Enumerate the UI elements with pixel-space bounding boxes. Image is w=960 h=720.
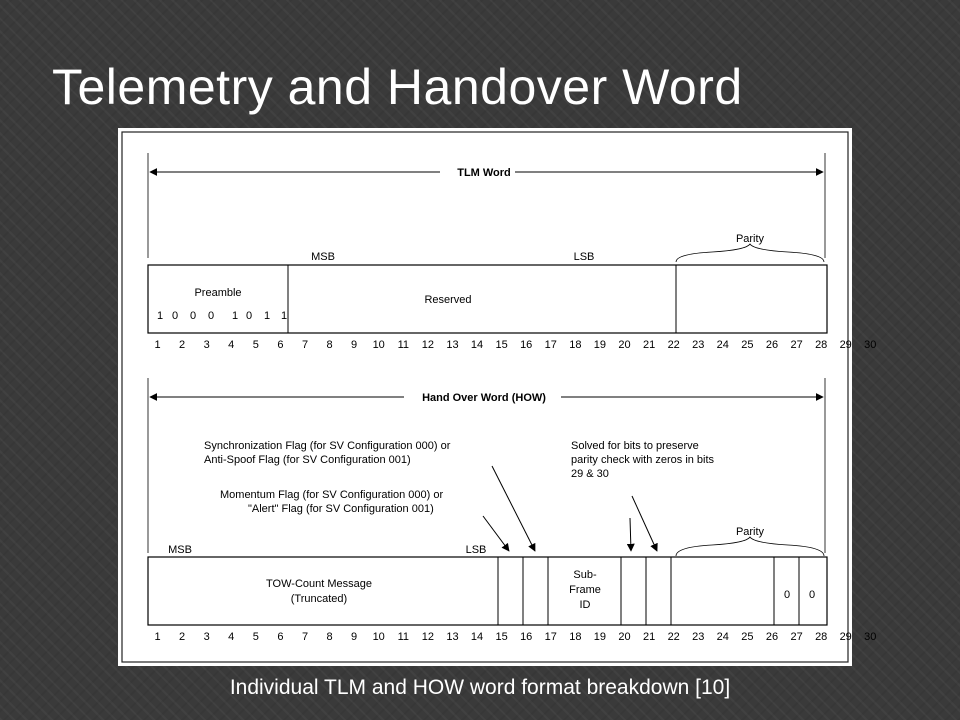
- how-bit-number: 13: [446, 631, 459, 643]
- how-bit-number: 21: [642, 631, 656, 643]
- how-word-title: Hand Over Word (HOW): [422, 392, 546, 404]
- tlm-bit-number: 22: [667, 339, 680, 351]
- how-bit-number: 15: [495, 631, 508, 643]
- how-bit-number: 12: [421, 631, 435, 643]
- tlm-preamble-bits: [157, 310, 287, 322]
- how-bit-number: 17: [544, 631, 557, 643]
- subframe-id-label-line-1: Sub-: [573, 569, 597, 581]
- how-bit-number: 20: [618, 631, 631, 643]
- tlm-bit-number: 9: [351, 339, 358, 351]
- subframe-id-label-line-3: ID: [579, 599, 591, 611]
- slide-title: Telemetry and Handover Word: [52, 59, 743, 115]
- tlm-bit-number: 29: [839, 339, 852, 351]
- tlm-bit-number: 26: [765, 339, 779, 351]
- tlm-bit-number: 27: [790, 339, 803, 351]
- tlm-parity-brace: [676, 244, 824, 262]
- zero-bit-30: 0: [808, 589, 816, 601]
- tlm-bit-number: 6: [277, 339, 284, 351]
- how-bit-number: 25: [741, 631, 754, 643]
- how-lsb-label: LSB: [465, 544, 487, 556]
- sync-flag-pointer: [492, 466, 535, 551]
- how-bit-number: 9: [351, 631, 358, 643]
- momentum-flag-pointer: [483, 516, 509, 551]
- how-parity-brace: [676, 537, 824, 556]
- tlm-word-section: [148, 153, 876, 351]
- tlm-word-box: [148, 265, 827, 333]
- tlm-preamble-label: Preamble: [194, 287, 242, 299]
- solved-bits-note-line-3: 29 & 30: [571, 468, 609, 480]
- how-word-box: [148, 557, 827, 625]
- tlm-bit-number: 4: [228, 339, 235, 351]
- tlm-bit-number: 21: [642, 339, 656, 351]
- how-bit-number: 16: [520, 631, 533, 643]
- tlm-bit-number: 28: [815, 339, 828, 351]
- solved-bits-note-line-2: parity check with zeros in bits: [571, 454, 715, 466]
- tlm-bit-number: 16: [520, 339, 533, 351]
- tlm-bit-number: 15: [495, 339, 508, 351]
- how-bit-number: 6: [277, 631, 284, 643]
- how-bit-number: 4: [228, 631, 235, 643]
- how-bit-number: 30: [864, 631, 877, 643]
- solved-bit-23-pointer: [630, 518, 631, 551]
- how-bit-number: 23: [692, 631, 705, 643]
- solved-bits-note-line-1: Solved for bits to preserve: [571, 440, 699, 452]
- subframe-id-label-line-2: Frame: [569, 584, 601, 596]
- tlm-bit-number: 18: [569, 339, 582, 351]
- tlm-bit-number: 30: [864, 339, 877, 351]
- tow-count-label-line-2: (Truncated): [290, 593, 348, 605]
- tlm-bit-number: 1: [154, 339, 161, 351]
- how-bit-number: 7: [301, 631, 309, 643]
- how-bit-number: 28: [815, 631, 828, 643]
- how-bit-number: 5: [252, 631, 259, 643]
- how-bit-number: 3: [203, 631, 210, 643]
- preamble-bit: 1: [263, 310, 271, 322]
- how-parity-label: Parity: [735, 526, 765, 538]
- how-bit-number: 24: [716, 631, 729, 643]
- tlm-bit-number: 7: [301, 339, 309, 351]
- tlm-lsb-label: LSB: [573, 251, 595, 263]
- zero-bit-29: 0: [783, 589, 791, 601]
- solved-bit-24-pointer: [632, 496, 657, 551]
- how-bit-number: 29: [839, 631, 852, 643]
- figure-caption: Individual TLM and HOW word format breakdown [10]: [229, 676, 731, 699]
- how-bit-number: 8: [326, 631, 333, 643]
- tlm-parity-label: Parity: [735, 233, 765, 245]
- tlm-word-title: TLM Word: [457, 167, 511, 179]
- preamble-bit: 0: [171, 310, 179, 322]
- how-bit-number: 2: [179, 631, 186, 643]
- how-bit-number: 27: [790, 631, 803, 643]
- momentum-flag-note-line-1: Momentum Flag (for SV Configuration 000) or: [220, 489, 444, 501]
- tlm-msb-label: MSB: [311, 251, 335, 263]
- preamble-bit: 1: [231, 310, 239, 322]
- how-bit-number: 19: [593, 631, 607, 643]
- tlm-bit-number: 23: [692, 339, 705, 351]
- preamble-bit: 1: [280, 310, 288, 322]
- how-bit-number: 22: [667, 631, 680, 643]
- how-msb-label: MSB: [168, 544, 192, 556]
- sync-flag-note-line-1: Synchronization Flag (for SV Configuration 000) or: [204, 440, 451, 452]
- how-bit-number-row: [154, 631, 876, 643]
- tlm-bit-number: 5: [252, 339, 259, 351]
- tlm-bit-number: 13: [446, 339, 459, 351]
- preamble-bit: 0: [189, 310, 197, 322]
- how-bit-number: 14: [470, 631, 484, 643]
- how-bit-number: 1: [154, 631, 161, 643]
- tlm-bit-number-row: [154, 339, 876, 351]
- tlm-bit-number: 19: [593, 339, 607, 351]
- tlm-bit-number: 25: [741, 339, 754, 351]
- tlm-bit-number: 12: [421, 339, 435, 351]
- tlm-reserved-label: Reserved: [424, 294, 472, 306]
- tlm-bit-number: 14: [470, 339, 484, 351]
- tow-count-label-line-1: TOW-Count Message: [266, 578, 372, 590]
- how-bit-number: 26: [765, 631, 779, 643]
- preamble-bit: 1: [156, 310, 164, 322]
- tlm-bit-number: 20: [618, 339, 631, 351]
- how-bit-number: 18: [569, 631, 582, 643]
- tlm-bit-number: 10: [372, 339, 385, 351]
- preamble-bit: 0: [207, 310, 215, 322]
- tlm-bit-number: 24: [716, 339, 729, 351]
- tlm-bit-number: 11: [397, 339, 410, 351]
- how-bit-number: 11: [397, 631, 410, 643]
- how-bit-number: 10: [372, 631, 385, 643]
- tlm-bit-number: 17: [544, 339, 557, 351]
- how-word-section: [148, 378, 876, 643]
- tlm-bit-number: 3: [203, 339, 210, 351]
- tlm-bit-number: 2: [179, 339, 186, 351]
- diagram-panel: [118, 128, 877, 666]
- sync-flag-note-line-2: Anti-Spoof Flag (for SV Configuration 001): [204, 454, 411, 466]
- momentum-flag-note-line-2: "Alert" Flag (for SV Configuration 001): [248, 503, 434, 515]
- preamble-bit: 0: [245, 310, 253, 322]
- word-format-diagram: [118, 128, 877, 666]
- tlm-bit-number: 8: [326, 339, 333, 351]
